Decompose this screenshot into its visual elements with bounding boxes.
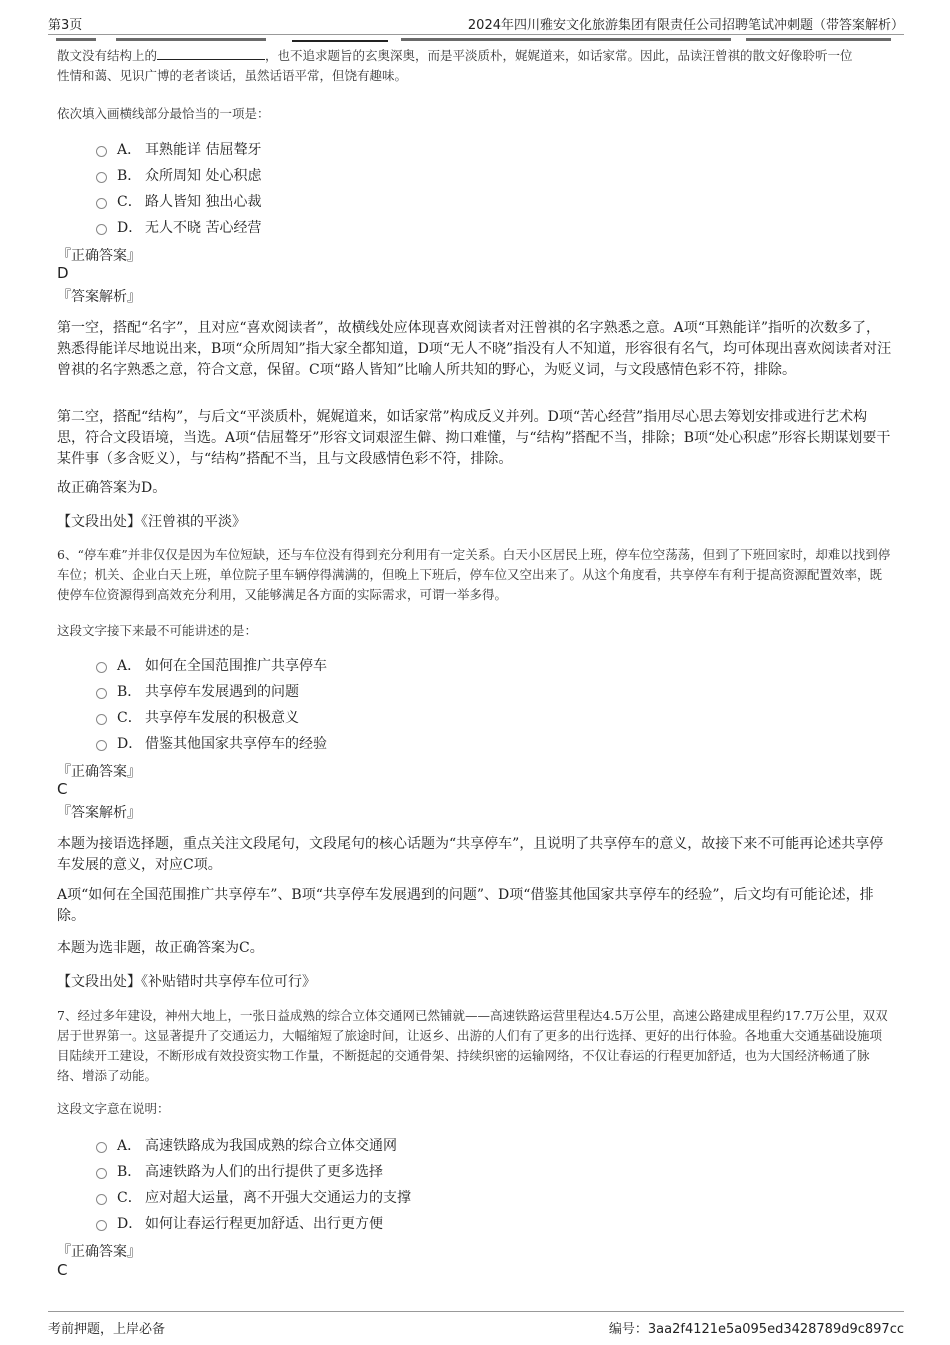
q5-analysis-3: 故正确答案为D。 — [57, 480, 167, 496]
q7-prompt: 这段文字意在说明： — [57, 1101, 170, 1116]
q6-analysis-3: 本题为选非题，故正确答案为C。 — [57, 940, 264, 956]
radio-icon[interactable] — [96, 224, 107, 235]
radio-icon[interactable] — [96, 146, 107, 157]
q6-stem: 6、“停车难”并非仅仅是因为车位短缺，还与车位没有得到充分利用有一定关系。白天小区居民上班，停车位空荡荡，但到了下班回家时，却难以找到停车位；机关、企业白天上班，单位院子里车辆停得满满的，但晚上下班后，停车位又空出来了。从这个角度看，共享停车有利于提高资源配置效率，既使停车位资源得到高效充分利用，又能够满足各方面的实际需求，可谓一举多得。 — [57, 547, 891, 602]
q7-answer-label: 『正确答案』 — [57, 1244, 141, 1260]
q6-option-c[interactable]: C． 共享停车发展的积极意义 — [96, 707, 299, 727]
q5-analysis-2: 第二空，搭配“结构”，与后文“平淡质朴，娓娓道来，如话家常”构成反义并列。D项“苦心经营”指用尽心思去筹划安排或进行艺术构思，符合文段语境，当选。A项“佶屈聱牙”形容文词艰涩生僻、拗口难懂，与“结构”搭配不当，排除；B项“处心积虑”形容长期谋划要干某件事（多含贬义），与“结构”搭配不当，且与文段感情色彩不符，排除。 — [57, 409, 891, 467]
radio-icon[interactable] — [96, 1168, 107, 1179]
document-title: 2024年四川雅安文化旅游集团有限责任公司招聘笔试冲刺题（带答案解析） — [467, 18, 904, 33]
radio-icon[interactable] — [96, 688, 107, 699]
q6-analysis-2: A项“如何在全国范围推广共享停车”、B项“共享停车发展遇到的问题”、D项“借鉴其他国家共享停车的经验”，后文均有可能论述，排除。 — [57, 887, 874, 924]
q5-option-c[interactable]: C． 路人皆知 独出心裁 — [96, 191, 261, 211]
radio-icon[interactable] — [96, 740, 107, 751]
radio-icon[interactable] — [96, 198, 107, 209]
q5-prompt: 依次填入画横线部分最恰当的一项是： — [57, 106, 270, 121]
q5-analysis-1: 第一空，搭配“名字”，且对应“喜欢阅读者”，故横线处应体现喜欢阅读者对汪曾祺的名字熟悉之意。A项“耳熟能详”指听的次数多了，熟悉得能详尽地说出来，B项“众所周知”指大家全都知道，D项“无人不晓”指没有人不知道，形容很有名气，均可体现出喜欢阅读者对汪曾祺的名字熟悉之意，符合文意，保留。C项“路人皆知”比喻人所共知的野心，为贬义词，与文段感情色彩不符，排除。 — [57, 320, 892, 378]
q5-option-a[interactable]: A． 耳熟能详 佶屈聱牙 — [96, 139, 261, 159]
q7-option-a[interactable]: A． 高速铁路成为我国成熟的综合立体交通网 — [96, 1135, 397, 1155]
radio-icon[interactable] — [96, 1142, 107, 1153]
q7-answer: C — [57, 1261, 68, 1279]
page-number: 第3页 — [48, 18, 83, 33]
q5-answer-label: 『正确答案』 — [57, 248, 141, 264]
cropped-text-line — [56, 34, 891, 46]
page-header — [48, 12, 904, 35]
radio-icon[interactable] — [96, 662, 107, 673]
q6-source: 【文段出处】《补贴错时共享停车位可行》 — [57, 974, 316, 990]
q6-option-b[interactable]: B． 共享停车发展遇到的问题 — [96, 681, 299, 701]
fill-blank — [157, 47, 265, 60]
radio-icon[interactable] — [96, 1220, 107, 1231]
q5-option-d[interactable]: D． 无人不晓 苦心经营 — [96, 217, 261, 237]
radio-icon[interactable] — [96, 172, 107, 183]
q6-prompt: 这段文字接下来最不可能讲述的是： — [57, 623, 258, 638]
q7-option-b[interactable]: B． 高速铁路为人们的出行提供了更多选择 — [96, 1161, 383, 1181]
radio-icon[interactable] — [96, 714, 107, 725]
page-footer — [48, 1311, 904, 1338]
q5-answer: D — [57, 264, 69, 282]
q6-option-d[interactable]: D． 借鉴其他国家共享停车的经验 — [96, 733, 327, 753]
q6-analysis-label: 『答案解析』 — [57, 805, 141, 821]
q5-analysis-label: 『答案解析』 — [57, 289, 141, 305]
q6-answer-label: 『正确答案』 — [57, 764, 141, 780]
radio-icon[interactable] — [96, 1194, 107, 1205]
q7-stem: 7、经过多年建设，神州大地上，一张日益成熟的综合立体交通网已然铺就——高速铁路运营里程达4.5万公里，高速公路建成里程约17.7万公里，双双居于世界第一。这显著提升了交通运力，大幅缩短了旅途时间，让返乡、出游的人们有了更多的出行选择、更好的出行体验。各地重大交通基础设施项目陆续开工建设，不断形成有效投资实物工作量，不断挺起的交通骨架、持续织密的运输网络，不仅让春运的行程更加舒适，也为大国经济畅通了脉络、增添了动能。 — [57, 1008, 888, 1083]
q7-option-c[interactable]: C． 应对超大运量，离不开强大交通运力的支撑 — [96, 1187, 411, 1207]
q5-source: 【文段出处】《汪曾祺的平淡》 — [57, 514, 246, 530]
q6-option-a[interactable]: A． 如何在全国范围推广共享停车 — [96, 655, 327, 675]
footer-slogan: 考前押题，上岸必备 — [48, 1322, 166, 1337]
q5-stem-continuation: 散文没有结构上的 ，也不追求题旨的玄奥深奥，而是平淡质朴，娓娓道来，如话家常。因此，品读汪曾祺的散文好像聆听一位 性情和蔼、见识广博的老者谈话，虽然话语平常，但饶有趣味。 — [57, 48, 853, 83]
q7-option-d[interactable]: D． 如何让春运行程更加舒适、出行更方便 — [96, 1213, 383, 1233]
q5-option-b[interactable]: B． 众所周知 处心积虑 — [96, 165, 261, 185]
q6-answer: C — [57, 780, 68, 798]
q6-analysis-1: 本题为接语选择题，重点关注文段尾句，文段尾句的核心话题为“共享停车”，且说明了共享停车的意义，故接下来不可能再论述共享停车发展的意义，对应C项。 — [57, 836, 884, 873]
document-id: 编号：3aa2f4121e5a095ed3428789d9c897cc — [608, 1322, 904, 1337]
